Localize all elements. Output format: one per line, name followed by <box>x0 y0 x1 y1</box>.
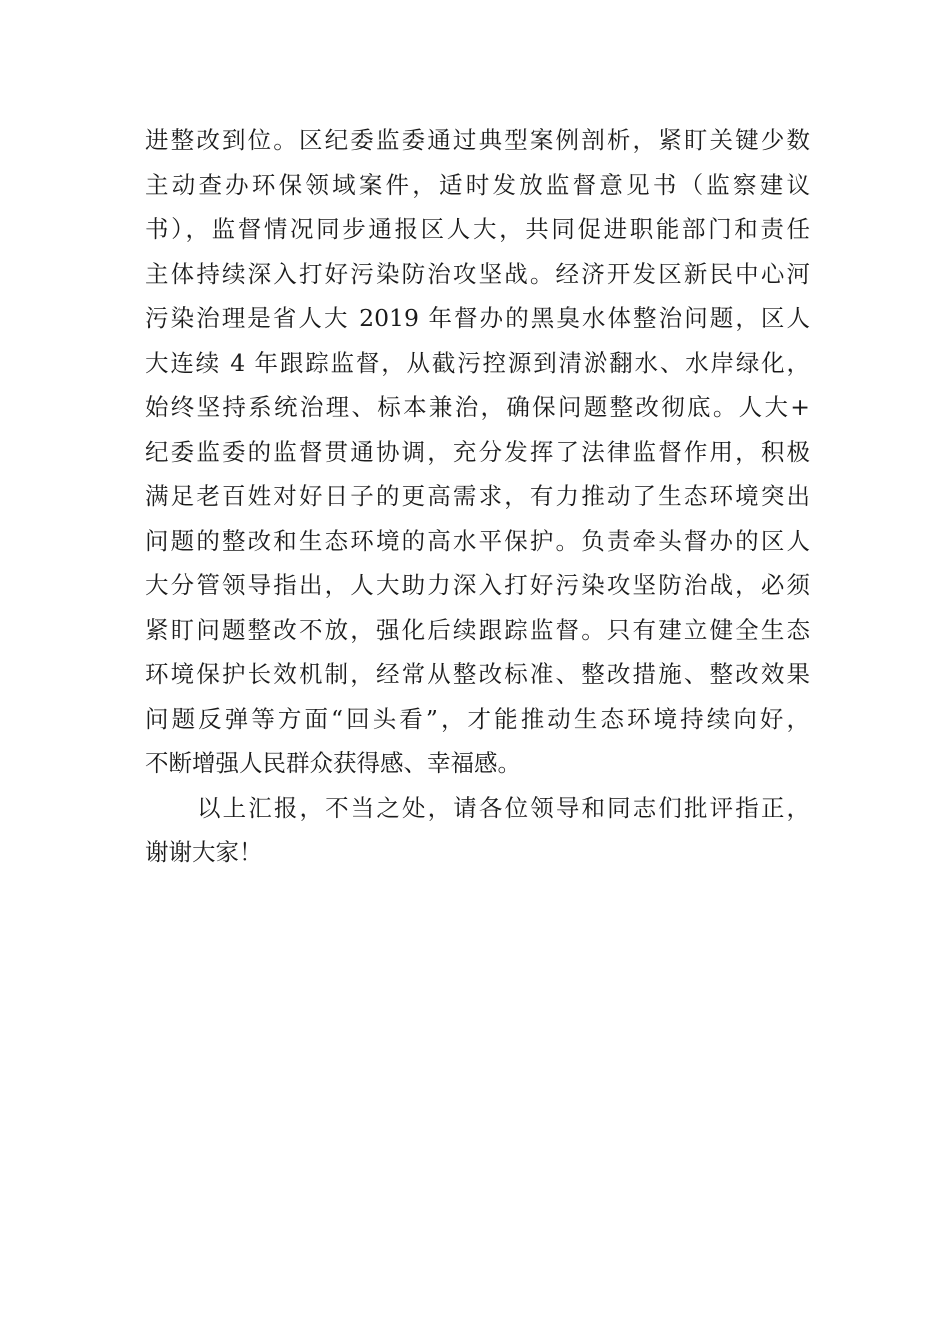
paragraph-line: 大分管领导指出，人大助力深入打好污染攻坚防治战，必须 <box>145 571 810 599</box>
paragraph-line: 不断增强人民群众获得感、幸福感。 <box>145 749 521 777</box>
document-body <box>145 118 810 875</box>
paragraph-line: 纪委监委的监督贯通协调，充分发挥了法律监督作用，积极 <box>145 437 810 466</box>
paragraph-line: 环境保护长效机制，经常从整改标准、整改措施、整改效果 <box>145 660 810 688</box>
paragraph-line: 主体持续深入打好污染防治攻坚战。经济开发区新民中心河 <box>145 259 810 288</box>
paragraph-line: 以上汇报，不当之处，请各位领导和同志们批评指正， <box>197 793 810 822</box>
paragraph-line: 书），监督情况同步通报区人大，共同促进职能部门和责任 <box>145 215 810 243</box>
paragraph-line: 污染治理是省人大 2019 年督办的黑臭水体整治问题，区人 <box>145 304 810 332</box>
paragraph-line: 问题的整改和生态环境的高水平保护。负责牵头督办的区人 <box>145 526 810 555</box>
paragraph-line: 始终坚持系统治理、标本兼治，确保问题整改彻底。人大+ <box>145 393 810 421</box>
paragraph-2 <box>145 786 810 875</box>
paragraph-1 <box>145 118 810 786</box>
paragraph-line: 紧盯问题整改不放，强化后续跟踪监督。只有建立健全生态 <box>145 615 810 644</box>
paragraph-line: 谢谢大家！ <box>145 838 263 866</box>
paragraph-line: 问题反弹等方面“回头看”，才能推动生态环境持续向好， <box>145 704 810 733</box>
paragraph-line: 大连续 4 年跟踪监督，从截污控源到清淤翻水、水岸绿化， <box>145 348 810 377</box>
paragraph-line: 主动查办环保领域案件，适时发放监督意见书（监察建议 <box>145 170 810 199</box>
paragraph-line: 满足老百姓对好日子的更高需求，有力推动了生态环境突出 <box>145 482 810 510</box>
paragraph-line: 进整改到位。区纪委监委通过典型案例剖析，紧盯关键少数 <box>145 126 810 154</box>
